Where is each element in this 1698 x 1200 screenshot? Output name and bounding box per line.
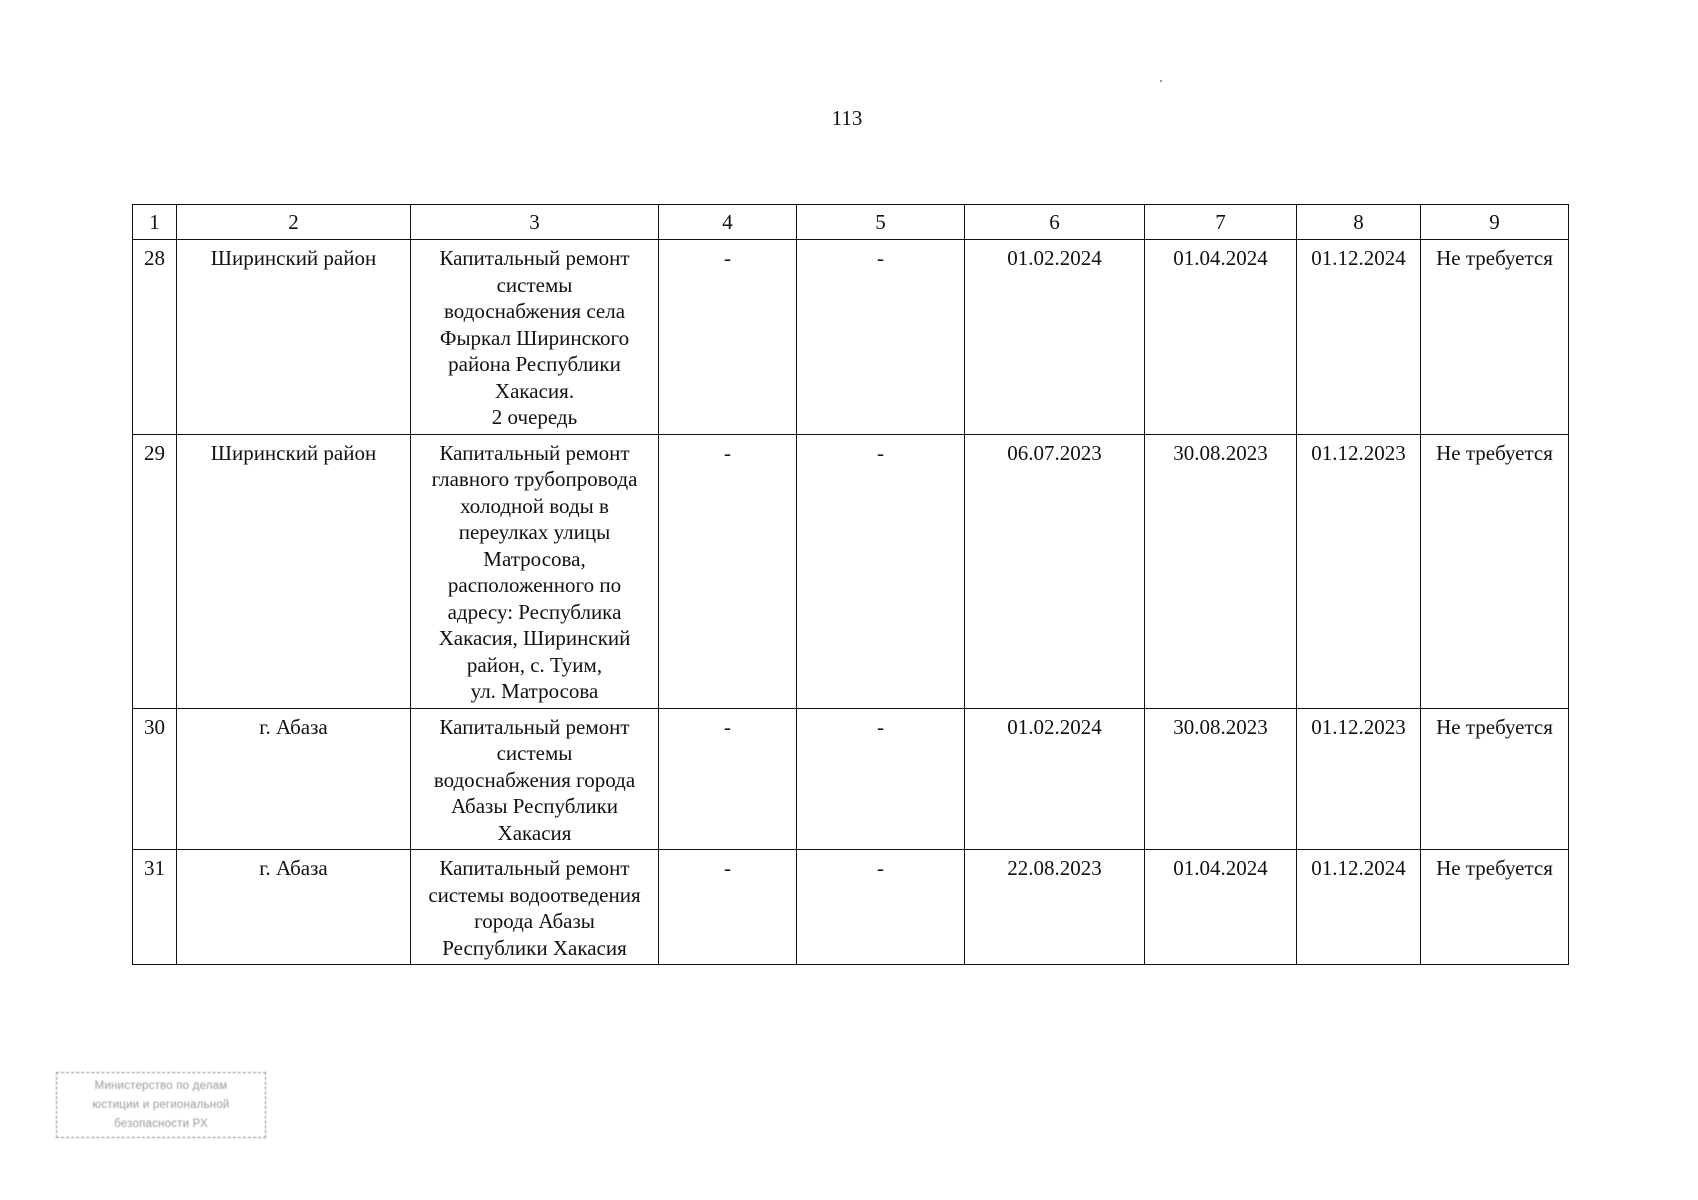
description-line: Хакасия, Ширинский [438, 626, 631, 650]
page-number: 113 [831, 106, 863, 130]
description-cell [411, 850, 659, 965]
header-cell: 3 [411, 205, 659, 240]
description-line: Капитальный ремонт [439, 714, 630, 739]
col8-date: 01.12.2024 [1297, 240, 1421, 435]
col6-date: 22.08.2023 [965, 850, 1145, 965]
registration-stamp [56, 1072, 266, 1138]
description-line: холодной воды в [460, 493, 609, 518]
col5-cell: - [797, 708, 965, 850]
col8-date: 01.12.2024 [1297, 850, 1421, 965]
table-header-row [133, 205, 1569, 240]
description-line: Фыркал Ширинского [439, 325, 630, 350]
description-line: район, с. Туим, [466, 652, 603, 677]
col8-date: 01.12.2023 [1297, 434, 1421, 708]
header-cell: 8 [1297, 205, 1421, 240]
scan-speck [1160, 80, 1162, 82]
table-row [133, 434, 1569, 708]
col5-cell: - [797, 240, 965, 435]
col4-cell: - [659, 708, 797, 850]
district-cell: Ширинский район [177, 240, 411, 435]
description-cell [411, 708, 659, 850]
header-cell: 4 [659, 205, 797, 240]
row-number: 31 [133, 850, 177, 965]
description-line: переулках улицы [458, 520, 611, 544]
col5-cell: - [797, 850, 965, 965]
description-line: системы водоотведения [428, 882, 641, 907]
description-line: Капитальный ремонт [439, 856, 630, 880]
description-line: Абазы Республики [450, 794, 619, 818]
col7-date: 01.04.2024 [1145, 850, 1297, 965]
row-number: 28 [133, 240, 177, 435]
description-line: системы [496, 272, 573, 297]
description-line: Республики Хакасия [442, 935, 627, 960]
header-cell: 7 [1145, 205, 1297, 240]
description-line: Капитальный ремонт [439, 440, 630, 465]
description-line: водоснабжения села [443, 299, 626, 323]
col5-cell: - [797, 434, 965, 708]
district-cell: г. Абаза [177, 850, 411, 965]
col7-date: 01.04.2024 [1145, 240, 1297, 435]
works-table [132, 204, 1569, 965]
col9-status: Не требуется [1421, 708, 1569, 850]
col4-cell: - [659, 850, 797, 965]
table-row [133, 240, 1569, 435]
table-row [133, 708, 1569, 850]
stamp-line: безопасности РХ [114, 1118, 208, 1130]
col6-date: 01.02.2024 [965, 708, 1145, 850]
description-line: системы [496, 741, 573, 765]
description-line: расположенного по [447, 573, 622, 597]
description-line: Капитальный ремонт [439, 246, 630, 270]
description-line: Хакасия [497, 820, 572, 845]
description-line: района Республики [448, 352, 621, 376]
header-cell: 9 [1421, 205, 1569, 240]
col9-status: Не требуется [1421, 850, 1569, 965]
description-line: главного трубопровода [431, 467, 638, 491]
col9-status: Не требуется [1421, 240, 1569, 435]
row-number: 30 [133, 708, 177, 850]
description-line: водоснабжения города [433, 767, 636, 792]
description-cell [411, 240, 659, 435]
header-cell: 5 [797, 205, 965, 240]
district-cell: г. Абаза [177, 708, 411, 850]
col7-date: 30.08.2023 [1145, 708, 1297, 850]
table-row [133, 850, 1569, 965]
col7-date: 30.08.2023 [1145, 434, 1297, 708]
description-line: города Абазы [474, 909, 595, 933]
description-line: Хакасия. [494, 378, 575, 403]
stamp-line: Министерство по делам [94, 1080, 228, 1092]
col6-date: 06.07.2023 [965, 434, 1145, 708]
stamp-line: юстиции и региональной [92, 1099, 230, 1111]
col4-cell: - [659, 434, 797, 708]
description-cell [411, 434, 659, 708]
header-cell: 1 [133, 205, 177, 240]
description-line: ул. Матросова [470, 679, 599, 703]
col4-cell: - [659, 240, 797, 435]
description-line: адресу: Республика [447, 599, 622, 624]
row-number: 29 [133, 434, 177, 708]
col8-date: 01.12.2023 [1297, 708, 1421, 850]
district-cell: Ширинский район [177, 434, 411, 708]
col9-status: Не требуется [1421, 434, 1569, 708]
header-cell: 6 [965, 205, 1145, 240]
description-line: 2 очередь [491, 405, 578, 429]
header-cell: 2 [177, 205, 411, 240]
description-line: Матросова, [483, 546, 586, 571]
col6-date: 01.02.2024 [965, 240, 1145, 435]
